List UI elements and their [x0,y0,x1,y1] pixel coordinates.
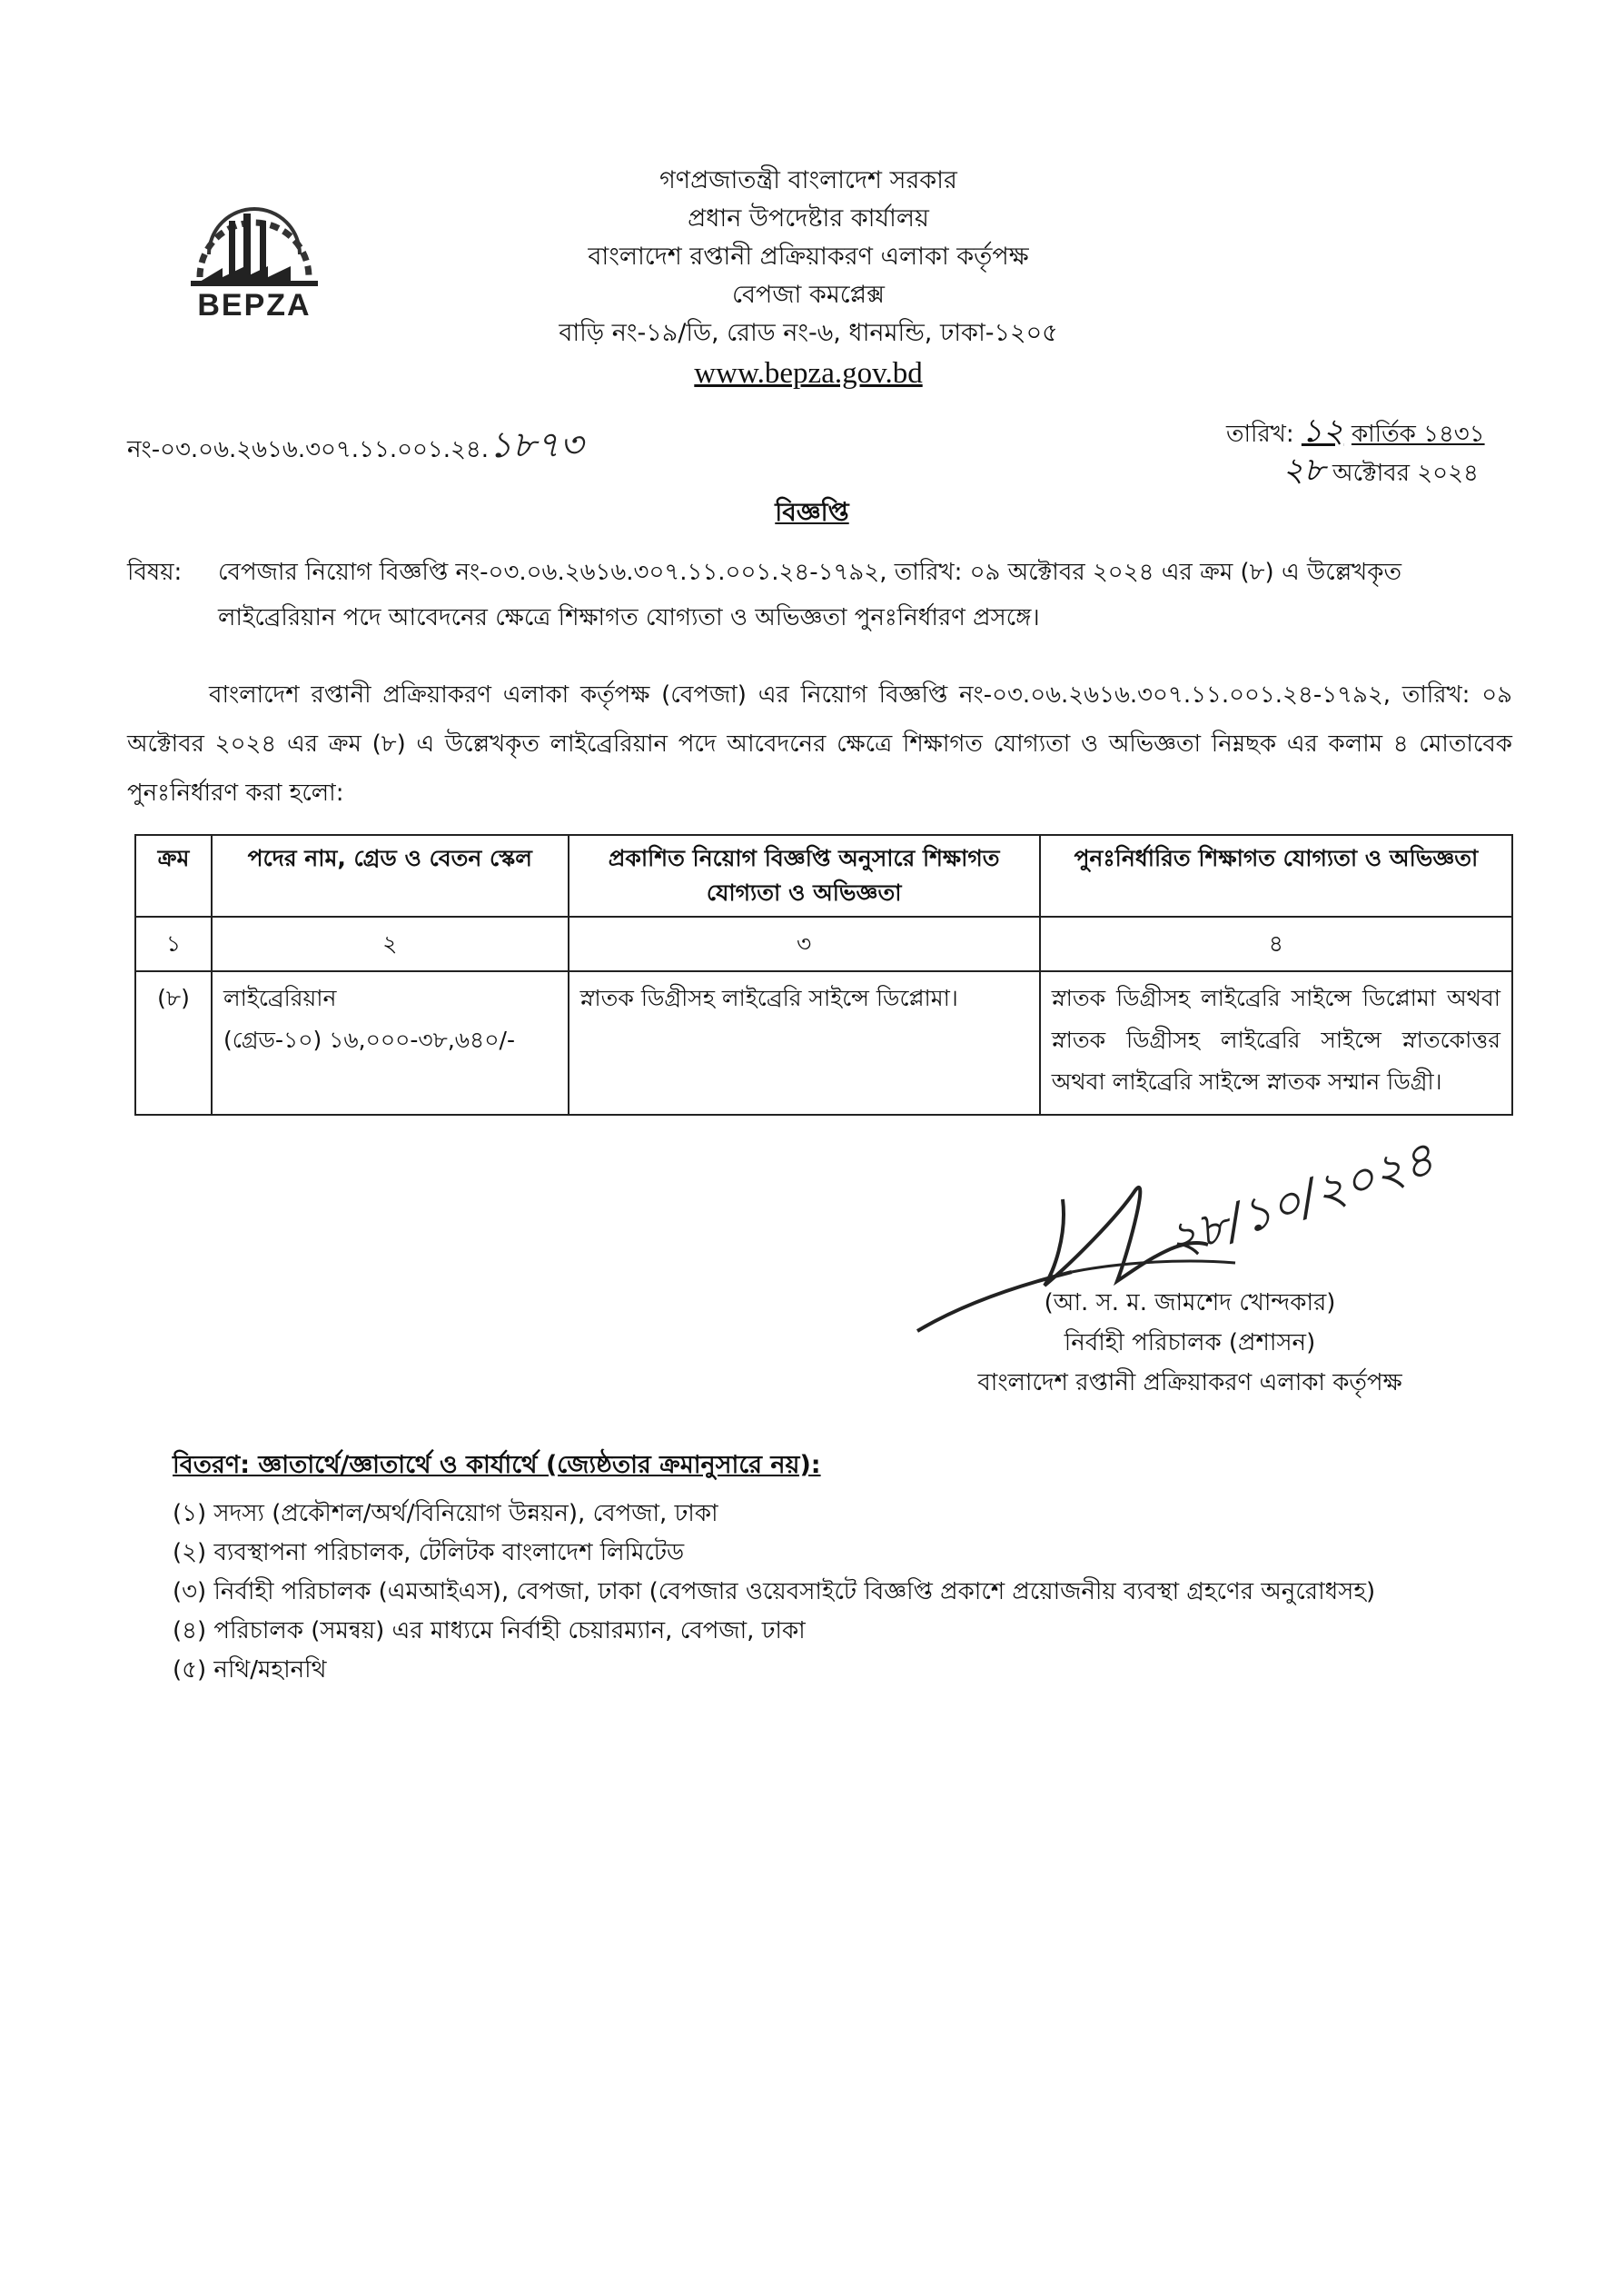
list-item: (৩) নির্বাহী পরিচালক (এমআইএস), বেপজা, ঢাকা (বেপজার ওয়েবসাইটে বিজ্ঞপ্তি প্রকাশে প্রয়োজনীয় ব্যবস্থা গ্রহণের অনুরোধসহ) [173,1578,1376,1605]
subject-label: বিষয়: [127,559,183,586]
subject-line-1: বেপজার নিয়োগ বিজ্ঞপ্তি নং-০৩.০৬.২৬১৬.৩০৭.১১.০০১.২৪-১৭৯২, তারিখ: ০৯ অক্টোবর ২০২৪ এর ক্রম (৮) এ উল্লেখকৃত [218,559,1401,586]
subject [127,550,1512,641]
header-revised: পুনঃনির্ধারিত শিক্ষাগত যোগ্যতা ও অভিজ্ঞতা [1040,835,1512,917]
signatory-office: বাংলাদেশ রপ্তানী প্রক্রিয়াকরণ এলাকা কর্তৃপক্ষ [977,1369,1402,1396]
date-bangla-day: ১২ [1301,412,1344,450]
col-number-4: ৪ [1040,917,1512,971]
table-header-row [135,835,1512,917]
subject-line-2: লাইব্রেরিয়ান পদে আবেদনের ক্ষেত্রে শিক্ষাগত যোগ্যতা ও অভিজ্ঞতা পুনঃনির্ধারণ প্রসঙ্গে। [218,604,1040,631]
row-post-grade: (গ্রেড-১০) ১৬,০০০-৩৮,৬৪০/- [223,1027,515,1053]
signature-date: ২৮/১০/২০২৪ [1160,1131,1441,1269]
list-item: (১) সদস্য (প্রকৌশল/অর্থ/বিনিয়োগ উন্নয়ন), বেপজা, ঢাকা [173,1500,718,1527]
office-line: প্রধান উপদেষ্টার কার্যালয় [688,204,929,233]
body-paragraph: বাংলাদেশ রপ্তানী প্রক্রিয়াকরণ এলাকা কর্তৃপক্ষ (বেপজা) এর নিয়োগ বিজ্ঞপ্তি নং-০৩.০৬.২৬১৬.৩০৭.১১.০০১.২৪-১৭৯২, তারিখ: ০৯ অক্টোবর ২০২৪ এর ক্রম (৮) এ উল্লেখকৃত লাইব্রেরিয়ান পদে আবেদনের ক্ষেত্রে শিক্ষাগত যোগ্যতা ও অভিজ্ঞতা নিম্নছক এর কলাম ৪ মোতাবেক পুনঃনির্ধারণ করা হলো: [127,681,1512,807]
distribution-title: বিতরণ: জ্ঞাতার্থে/জ্ঞাতার্থে ও কার্যার্থে (জ্যেষ্ঠতার ক্রমানুসারে নয়): [173,1451,821,1479]
signatory-designation: নির্বাহী পরিচালক (প্রশাসন) [1064,1329,1316,1356]
signatory-name: (আ. স. ম. জামশেদ খোন্দকার) [1044,1289,1336,1316]
header-published: প্রকাশিত নিয়োগ বিজ্ঞপ্তি অনুসারে শিক্ষাগত যোগ্যতা ও অভিজ্ঞতা [569,835,1040,917]
letterhead [454,162,1163,392]
header-post: পদের নাম, গ্রেড ও বেতন স্কেল [212,835,569,917]
col-number-1: ১ [135,917,212,971]
logo-text: BEPZA [197,288,312,323]
distribution-list [173,1495,1375,1690]
row-published-qualification: স্নাতক ডিগ্রীসহ লাইব্রেরি সাইন্সে ডিপ্লোমা। [569,971,1040,1115]
col-number-2: ২ [212,917,569,971]
authority-line: বাংলাদেশ রপ্তানী প্রক্রিয়াকরণ এলাকা কর্তৃপক্ষ [588,243,1029,271]
date-eng-day: ২৮ [1282,452,1325,489]
factory-gear-icon [173,186,336,291]
memo-date [1226,413,1485,492]
memo-number-handwritten: ১৮৭৩ [489,424,584,466]
notice-title: বিজ্ঞপ্তি [775,497,849,527]
col-number-3: ৩ [569,917,1040,971]
signatory-block [908,1283,1471,1403]
govt-line: গণপ্রজাতন্ত্রী বাংলাদেশ সরকার [659,166,957,194]
list-item: (৫) নথি/মহানথি [173,1656,327,1684]
date-bangla-month-year: কার্তিক ১৪৩১ [1351,421,1485,448]
bepza-logo [173,186,336,323]
date-eng-month-year: অক্টোবর ২০২৪ [1332,460,1479,487]
row-revised-qualification: স্নাতক ডিগ্রীসহ লাইব্রেরি সাইন্সে ডিপ্লোমা অথবা স্নাতক ডিগ্রীসহ লাইব্রেরি সাইন্সে স্নাতকোত্তর অথবা লাইব্রেরি সাইন্সে স্নাতক সম্মান ডিগ্রী। [1040,971,1512,1115]
header-serial: ক্রম [135,835,212,917]
address-line: বাড়ি নং-১৯/ডি, রোড নং-৬, ধানমন্ডি, ঢাকা-১২০৫ [559,319,1058,347]
list-item: (২) ব্যবস্থাপনা পরিচালক, টেলিটক বাংলাদেশ লিমিটেড [173,1539,685,1566]
complex-line: বেপজা কমপ্লেক্স [732,281,885,309]
table-row [135,971,1512,1115]
row-post [212,971,569,1115]
website-link[interactable]: www.bepza.gov.bd [694,357,923,390]
table-column-number-row [135,917,1512,971]
list-item: (৪) পরিচালক (সমন্বয়) এর মাধ্যমে নির্বাহী চেয়ারম্যান, বেপজা, ঢাকা [173,1617,806,1644]
memo-number [127,416,583,477]
row-post-name: লাইব্রেরিয়ান [223,985,337,1011]
row-serial: (৮) [135,971,212,1115]
qualification-table [134,834,1513,1116]
memo-number-printed: নং-০৩.০৬.২৬১৬.৩০৭.১১.০০১.২৪. [127,436,490,463]
date-label: তারিখ: [1226,421,1294,448]
